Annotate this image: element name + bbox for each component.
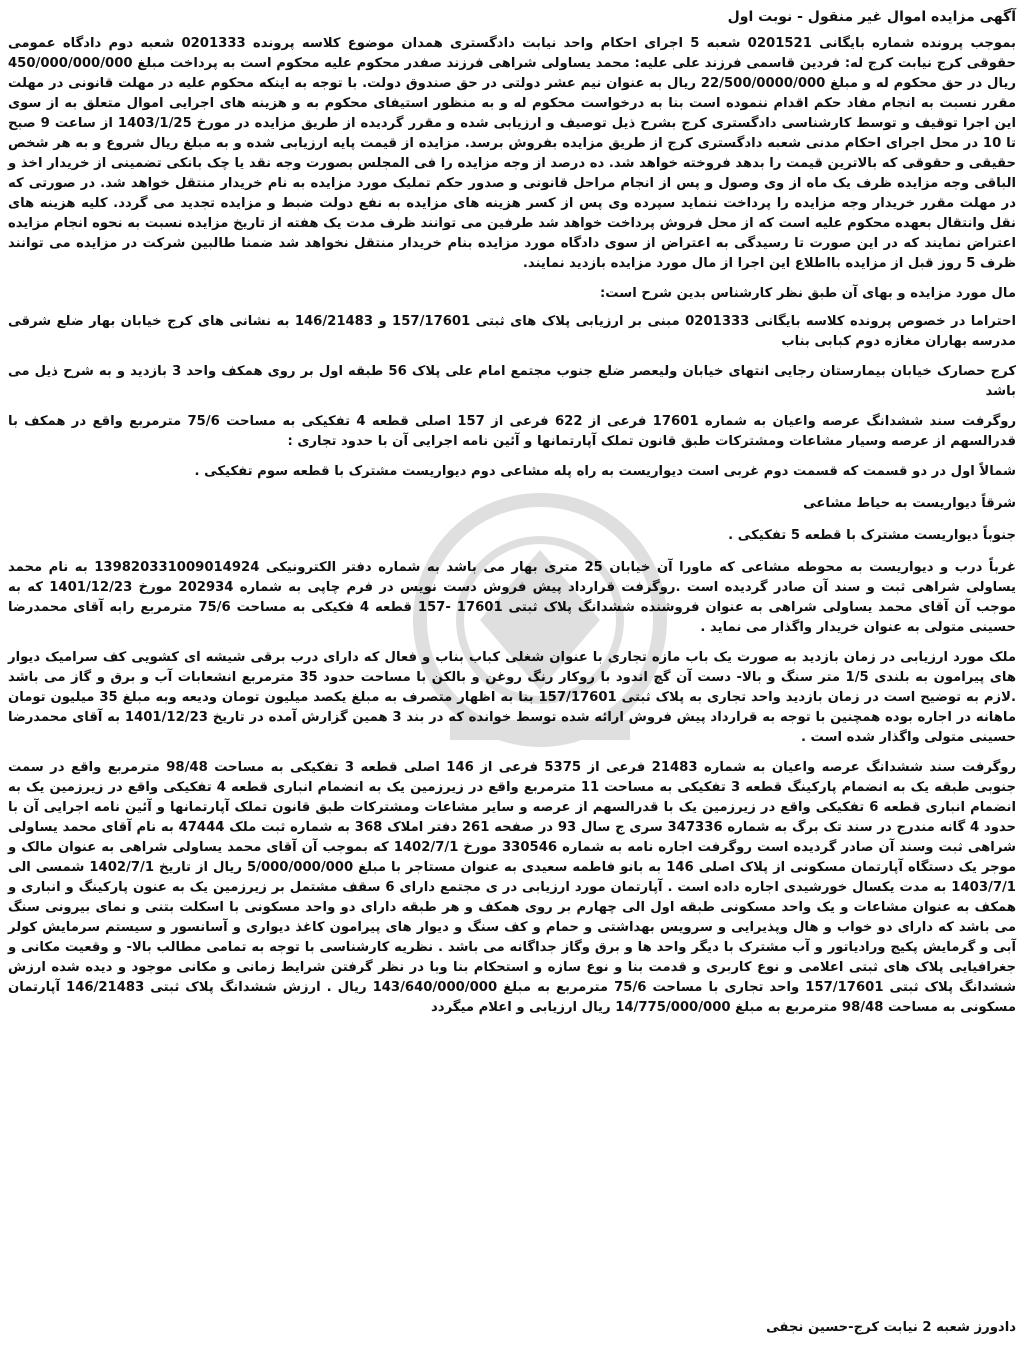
boundary-south: جنوباً دیواریست مشترک با قطعه 5 تفکیکی . (728, 528, 1016, 543)
commercial-unit-paragraph: ملک مورد ارزیابی در زمان بازدید به صورت یک باب مازه تجاری با عنوان شغلی کباب بناب و فعال که دارای درب برقی شیشه ای کشویی کف سرامیک دیوار های پیرامون به بلندی 1/5 متر سنگ و بالا- دست آن گچ اندود با روکار رنگ روغن و بالکن با مساحت حدود 35 مترمربع انشعابات آب و برق و گاز می باشد .لازم به توضیح است در زمان بازدید واحد تجاری به پلاک ثبتی 157/17601 بنا به اظهار متصرف به مبلغ یکصد میلیون تومان ودیعه وبه مبلغ 35 میلیون تومان ماهانه در اجاره بوده همچنین با توجه به قرارداد پیش فروش ارائه شده توسط خوانده که در بند 3 همین گزارش آمده در تاریخ 1401/12/23 به آقای محمدرضا حسینی متولی واگذار شده است . (8, 650, 1016, 745)
boundary-west-paragraph: غرباً درب و دیواریست به محوطه مشاعی که ماورا آن خیابان 25 متری بهار می باشد به شماره دفتر الکترونیکی 139820331009014924 به نام محمد یساولی شراهی ثبت و سند آن صادر گردیده است .روگرفت قرارداد پیش فروش دست نویس در فرم چاپی به شماره 202934 مورخ 1401/12/23 که به موجب آن آقای محمد یساولی شراهی به عنوان فروشنده ششدانگ پلاک ثبتی 17601 -157 قطعه 4 فکیکی به مساحت 75/6 مترمربع رابه آقای محمدرضا حسینی متولی به عنوان خریدار واگذار می نماید . (8, 560, 1017, 635)
deed-17601-paragraph: روگرفت سند ششدانگ عرصه واعیان به شماره 17601 فرعی از 622 فرعی از 157 اصلی قطعه 4 تفکیکی به مساحت 75/6 مترمربع واقع در همکف با قدرالسهم از عرصه وسیار مشاعات ومشترکات طبق قانون تملک آپارتمانها و آئین نامه اجرایی آن با حدود تجاری : (8, 414, 1017, 449)
property-heading: مال مورد مزایده و بهای آن طبق نظر کارشناس بدین شرح است: (600, 286, 1016, 301)
address-paragraph: کرج حصارک خیابان بیمارستان رجایی انتهای خیابان ولیعصر ضلع جنوب مجتمع امام علی پلاک 56 طبقه اول بر روی همکف واحد 3 بازدید و به شرح ذیل می باشد (8, 364, 1016, 399)
boundary-east: شرقاً دیواریست به حیاط مشاعی (803, 496, 1016, 511)
signature: دادورز شعبه 2 نیابت کرج-حسین نجفی (766, 1320, 1016, 1335)
apartment-paragraph: روگرفت سند ششدانگ عرصه واعیان به شماره 21483 فرعی از 5375 فرعی از 146 اصلی قطعه 3 تفکیکی به مساحت 98/48 مترمربع واقع در سمت جنوبی طبقه یک به انضمام پارکینگ قطعه 3 تفکیکی به مساحت 11 مترمربع واقع در زیرزمین یک به انضمام انباری قطعه 4 تفکیکی واقع در زیرزمین یک به انضمام انباری قطعه 6 تفکیکی واقع در زیرزمین یک با قدرالسهم از عرصه و سایر مشاعات ومشترکات طبق قانون تملک آپارتمانها و آئین نامه اجرایی آن با حدود 4 گانه مندرج در سند تک برگ به شماره 347336 سری ج سال 93 در صفحه 261 دفتر املاک 368 به شماره ثبت ملک 47444 به نام آقای محمد یساولی شراهی ثبت وسند آن صادر گردیده است روگرفت اجاره نامه به شماره 330546 مورخ 1402/7/1 که بموجب آن آقای محمد یساولی شراهی به عنوان مالک و موجر یک دستگاه آپارتمان مسکونی از پلاک اصلی 146 به بانو فاطمه سعیدی به عنوان مستاجر با مبلغ 5/000/000/000 ریال از تاریخ 1402/7/1 شمسی الی 1403/7/1 به مدت یکسال خورشیدی اجاره داده است . آپارتمان مورد ارزیابی در ی مجتمع دارای 6 سقف مشتمل بر زیرزمین یک به عنون پارکینگ و انباری و همکف به عنوان مشاعات و یک واحد مسکونی طبقه اول الی چهارم بر روی همکف و هر طبقه دارای دو واحد مسکونی با اسکلت بتنی و نمای بیرونی سنگ می باشد که دارای دو خواب و هال وپذیرایی و سرویس بهداشتی و حمام و کف سنگ و دیوار های پیرامون کاغذ دیواری و آسانسور و سیستم سرمایش کولر آبی و گرمایش پکیج ورادیاتور و آب مشترک با دیگر واحد ها و برق وگاز جداگانه می باشد . نظریه کارشناسی با توجه به تمامی مطالب بالا- و وقعیت مکانی و جغرافیایی پلاک های ثبتی اعلامی و نوع کاربری و قدمت بنا و نوع سازه و استحکام بنا وبا در نظر گرفتن شرایط زمانی و مکانی موجود و دیده شده ارزش ششدانگ پلاک ثبتی 157/17601 واحد تجاری با مساحت 75/6 مترمربع به مبلغ 143/640/000/000 ریال . ارزش ششدانگ پلاک ثبتی 146/21483 آپارتمان مسکونی به مساحت 98/48 مترمربع به مبلغ 14/775/000/000 ریال ارزیابی و اعلام میگردد (8, 760, 1017, 1015)
notice-title: آگهی مزایده اموال غیر منقول - نوبت اول (727, 9, 1016, 25)
expert-intro: احتراما در خصوص پرونده کلاسه بایگانی 0201333 مبنی بر ارزیابی پلاک های ثبتی 157/17601 و 146/21483 به نشانی های کرج خیابان بهار ضلع شرقی مدرسه بهاران مغازه دوم کبابی بناب (8, 314, 1016, 349)
main-paragraph: بموجب پرونده شماره بایگانی 0201521 شعبه 5 اجرای احکام واحد نیابت دادگستری همدان موضوع کلاسه پرونده 0201333 شعبه دوم دادگاه عمومی حقوقی کرج نیابت کرج له: فردین قاسمی فرزند علی علیه: محمد یساولی شراهی فرزند صفدر محکوم علیه محکوم است به پرداخت مبلغ 450/000/000/000 ریال در حق محکوم له و مبلغ 22/500/0000/000 ریال به عنوان نیم عشر دولتی در حق صندوق دولت. با توجه به اینکه محکوم علیه در مهلت قانونی در مهلت مقرر نسبت به انجام مفاد حکم اقدام ننموده است بنا به درخواست محکوم له و به منظور استیفای محکوم به و هزینه های اجرایی اموال متعلق به از سوی این اجرا توقیف و توسط کارشناسی دادگستری کرج بشرح ذیل توصیف و ارزیابی شده و مقرر گردیده از طریق مزایده در مورخ 1403/1/25 از ساعت 9 صبح تا 10 در محل اجرای احکام مدنی شعبه دادگستری کرج از طریق مزایده بفروش برسد. مزایده از قیمت پایه ارزیابی شده و به مبلغ ریال شروع و به هر شخص حقیقی و حقوقی که بالاترین قیمت را بدهد فروخته خواهد شد. ده درصد از وجه مزایده را فی المجلس بصورت وجه نقد یا چک بانکی تضمینی از خریدار اخذ و الباقی وجه مزایده ظرف یک ماه از وی وصول و پس از انجام مراحل قانونی و صدور حکم تملیک مورد مزایده به نام خریدار منتقل خواهد شد. در صورتی که در مهلت مقرر خریدار وجه مزایده را پرداخت ننماید سپرده وی پس از کسر هزینه های مزایده به نفع دولت ضبط و مزایده تجدید می گردد. کلیه هزینه های نقل وانتقال بعهده محکوم علیه است که از محل فروش پرداخت خواهد شد طرفین می توانند ظرف مدت یک هفته از تاریخ مزایده نسبت به نحوه انجام مزایده اعتراض نمایند که در این صورت تا رسیدگی به اعتراض از سوی دادگاه مورد مزایده بنام خریدار منتقل نخواهد شد ضمنا طالبین شرکت در مزایده می توانند ظرف 5 روز قبل از مزایده بااطلاع این اجرا از مال مورد مزایده بازدید نمایند. (8, 36, 1016, 271)
boundary-north: شمالاً اول در دو قسمت که قسمت دوم غربی است دیواریست به راه پله مشاعی دوم دیواریست مشترک با قطعه سوم تفکیکی . (194, 464, 1016, 479)
